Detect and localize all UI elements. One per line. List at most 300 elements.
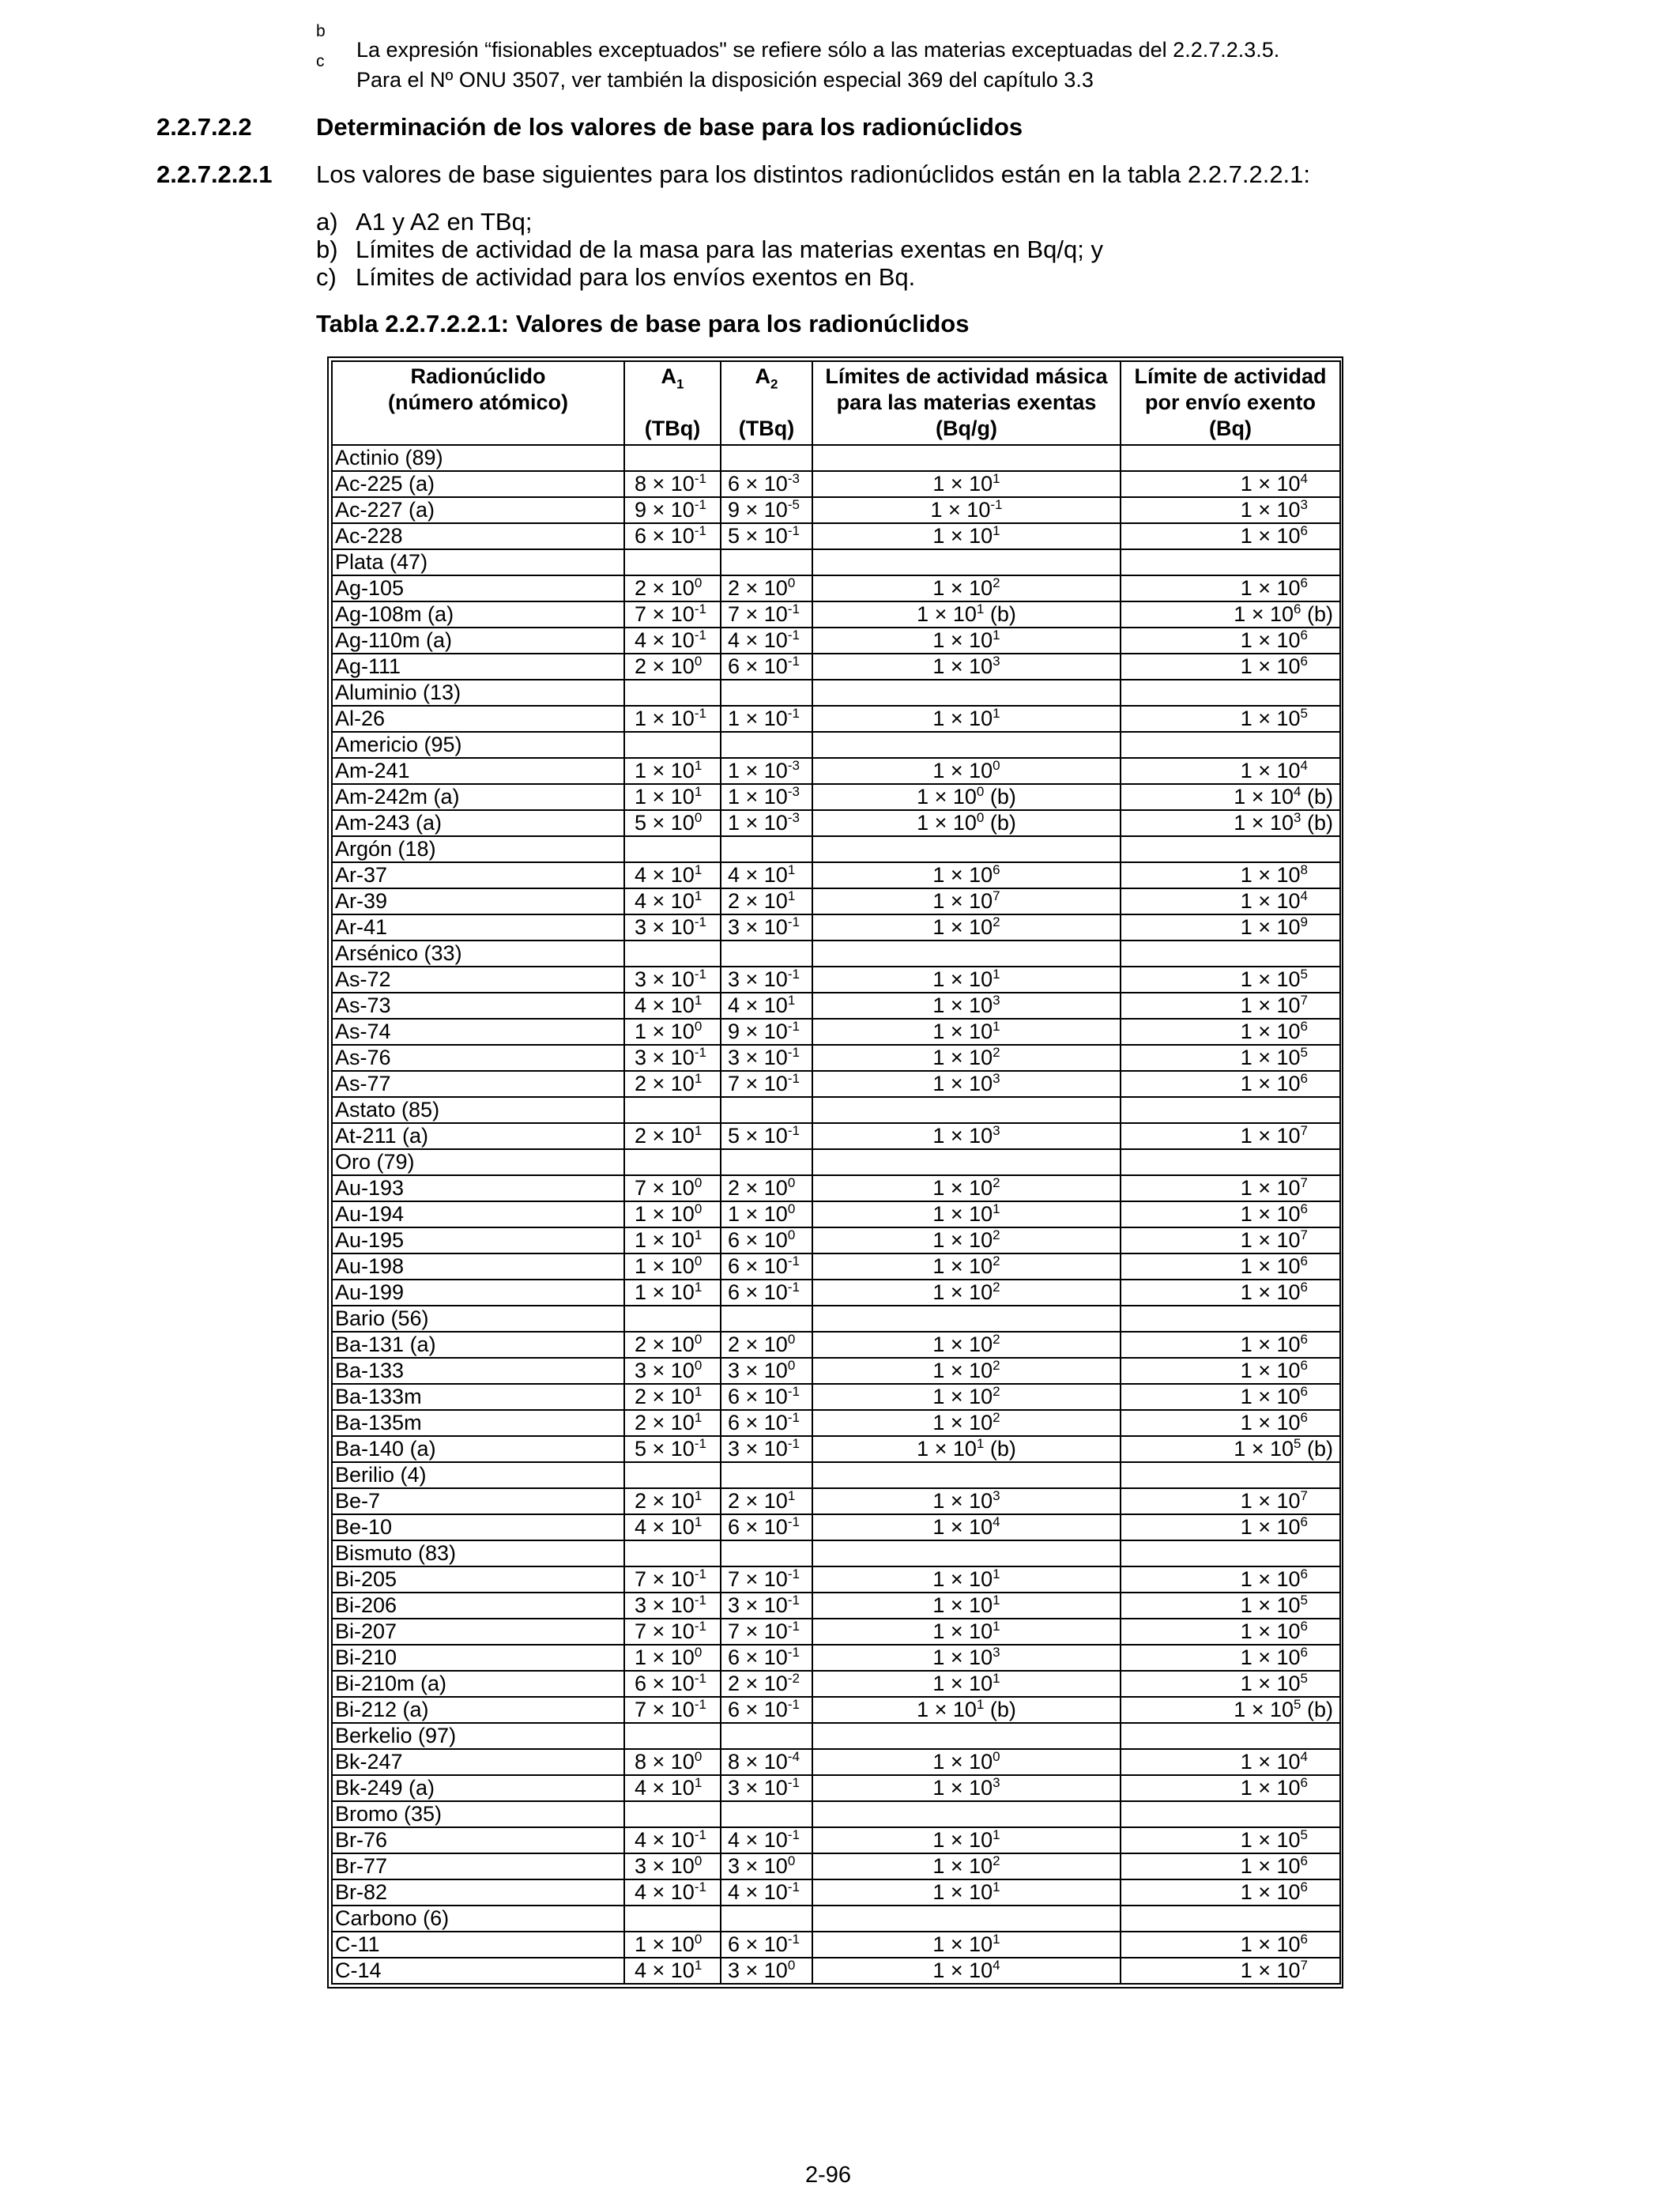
value-mantissa: 1 × 10	[635, 1646, 695, 1669]
value-mantissa: 4 × 10	[728, 1828, 788, 1852]
table-row	[332, 1123, 1340, 1149]
cell-consignment-limit	[1121, 758, 1340, 784]
value-exponent: 6	[1300, 523, 1308, 538]
value-exponent: 0	[694, 1853, 703, 1868]
cell-a1	[624, 1253, 721, 1280]
cell-a2	[721, 1201, 812, 1227]
cell-mass-limit	[812, 1384, 1121, 1410]
cell-a1	[624, 549, 721, 575]
value-exponent: 7	[1300, 993, 1308, 1008]
value-note: (b)	[1301, 602, 1333, 626]
value-exponent: 1	[787, 862, 796, 877]
value-mantissa: 1 × 10	[1240, 1515, 1301, 1539]
value-exponent: -1	[787, 628, 800, 643]
header-line: para las materias exentas	[836, 390, 1097, 414]
value-exponent: 2	[993, 1410, 1000, 1425]
value-note: (b)	[1301, 785, 1333, 809]
cell-a1	[624, 1227, 721, 1253]
table-row	[332, 914, 1340, 941]
value-exponent: -1	[694, 1045, 706, 1060]
cell-consignment-limit	[1121, 1932, 1340, 1958]
table-row	[332, 601, 1340, 628]
cell-mass-limit	[812, 1775, 1121, 1801]
value-exponent: 0	[694, 1253, 703, 1269]
cell-consignment-limit	[1121, 1749, 1340, 1775]
cell-mass-limit	[812, 1019, 1121, 1045]
cell-a1	[624, 575, 721, 601]
cell-mass-limit	[812, 497, 1121, 523]
value-exponent: 6	[1300, 1280, 1308, 1295]
cell-radionuclide: Plata (47)	[332, 549, 624, 575]
cell-a1	[624, 1645, 721, 1671]
cell-consignment-limit	[1121, 549, 1340, 575]
table-row	[332, 1410, 1340, 1436]
value-exponent: 1	[976, 1436, 985, 1451]
value-exponent: -1	[787, 1697, 800, 1712]
value-exponent: 2	[993, 914, 1000, 929]
value-exponent: -1	[787, 1645, 800, 1660]
cell-a1	[624, 1540, 721, 1566]
value-mantissa: 8 × 10	[635, 472, 695, 496]
value-exponent: 1	[694, 1227, 703, 1242]
value-mantissa: 3 × 10	[728, 915, 788, 939]
cell-a1	[624, 967, 721, 993]
cell-consignment-limit	[1121, 1149, 1340, 1175]
cell-a1	[624, 1879, 721, 1906]
value-exponent: 7	[1300, 1175, 1308, 1190]
section-number: 2.2.7.2.2	[156, 113, 252, 141]
table-row	[332, 1019, 1340, 1045]
cell-a2	[721, 810, 812, 836]
value-mantissa: 1 × 10	[932, 1176, 993, 1200]
value-exponent: 6	[1300, 1410, 1308, 1425]
value-exponent: 2	[993, 1384, 1000, 1399]
value-mantissa: 1 × 10	[635, 785, 695, 809]
cell-a2	[721, 1853, 812, 1879]
cell-consignment-limit	[1121, 1332, 1340, 1358]
cell-mass-limit	[812, 523, 1121, 549]
table-row	[332, 758, 1340, 784]
value-mantissa: 1 × 10	[932, 1046, 993, 1069]
value-mantissa: 1 × 10	[932, 1958, 993, 1982]
cell-radionuclide: Ag-108m (a)	[332, 601, 624, 628]
value-mantissa: 1 × 10	[1240, 1359, 1301, 1382]
cell-radionuclide: Oro (79)	[332, 1149, 624, 1175]
value-exponent: -1	[694, 1566, 706, 1581]
cell-a2	[721, 1488, 812, 1514]
cell-mass-limit	[812, 471, 1121, 497]
value-exponent: -1	[787, 1071, 800, 1086]
value-exponent: 1	[787, 1488, 796, 1503]
cell-a2	[721, 1775, 812, 1801]
value-mantissa: 2 × 10	[728, 1333, 788, 1356]
cell-a2	[721, 1697, 812, 1723]
cell-radionuclide: As-74	[332, 1019, 624, 1045]
cell-a1	[624, 1619, 721, 1645]
cell-a2	[721, 1827, 812, 1853]
value-exponent: -1	[787, 1566, 800, 1581]
value-exponent: 1	[694, 1514, 703, 1529]
value-mantissa: 3 × 10	[728, 1437, 788, 1461]
cell-radionuclide: C-14	[332, 1958, 624, 1984]
value-mantissa: 7 × 10	[635, 602, 695, 626]
cell-mass-limit	[812, 1175, 1121, 1201]
cell-mass-limit	[812, 1253, 1121, 1280]
value-mantissa: 1 × 10	[1240, 967, 1301, 991]
value-exponent: 3	[993, 654, 1000, 669]
value-exponent: 7	[1300, 1488, 1308, 1503]
cell-mass-limit	[812, 1879, 1121, 1906]
cell-a2	[721, 993, 812, 1019]
header-symbol: A	[755, 364, 771, 388]
cell-consignment-limit	[1121, 1227, 1340, 1253]
value-exponent: 0	[694, 575, 703, 590]
cell-mass-limit	[812, 862, 1121, 888]
table-row	[332, 523, 1340, 549]
cell-mass-limit	[812, 1645, 1121, 1671]
value-mantissa: 3 × 10	[728, 1854, 788, 1878]
value-exponent: -1	[694, 706, 706, 721]
value-mantissa: 7 × 10	[728, 1619, 788, 1643]
header-radionuclide	[332, 361, 624, 445]
value-exponent: 1	[993, 471, 1000, 486]
list-text: Límites de actividad de la masa para las materias exentas en Bq/q; y	[356, 236, 1103, 263]
cell-a1	[624, 914, 721, 941]
header-subscript: 1	[676, 376, 684, 392]
cell-mass-limit	[812, 1593, 1121, 1619]
cell-a1	[624, 784, 721, 810]
value-mantissa: 3 × 10	[635, 1593, 695, 1617]
value-mantissa: 7 × 10	[635, 1567, 695, 1591]
value-exponent: 1	[993, 1932, 1000, 1947]
value-mantissa: 1 × 10	[1240, 1567, 1301, 1591]
cell-mass-limit	[812, 1410, 1121, 1436]
value-mantissa: 9 × 10	[728, 498, 788, 522]
element-group-row	[332, 836, 1340, 862]
cell-consignment-limit	[1121, 1593, 1340, 1619]
value-exponent: 6	[1300, 1879, 1308, 1894]
value-exponent: -1	[787, 1045, 800, 1060]
value-mantissa: 1 × 10	[1240, 654, 1301, 678]
value-mantissa: 2 × 10	[728, 576, 788, 600]
value-exponent: 1	[694, 1488, 703, 1503]
value-exponent: 3	[993, 1123, 1000, 1138]
cell-a1	[624, 1175, 721, 1201]
cell-consignment-limit	[1121, 732, 1340, 758]
cell-a1	[624, 497, 721, 523]
value-mantissa: 3 × 10	[635, 1046, 695, 1069]
table-frame	[327, 356, 1343, 1989]
value-mantissa: 2 × 10	[728, 889, 788, 913]
value-mantissa: 1 × 10	[932, 1593, 993, 1617]
value-exponent: 2	[993, 575, 1000, 590]
cell-mass-limit	[812, 1827, 1121, 1853]
cell-consignment-limit	[1121, 497, 1340, 523]
value-mantissa: 1 × 10	[728, 759, 788, 782]
value-mantissa: 1 × 10	[1234, 785, 1294, 809]
value-mantissa: 1 × 10	[932, 889, 993, 913]
value-mantissa: 1 × 10	[932, 1619, 993, 1643]
value-mantissa: 7 × 10	[728, 1072, 788, 1095]
cell-radionuclide: Au-194	[332, 1201, 624, 1227]
cell-radionuclide: Ac-225 (a)	[332, 471, 624, 497]
table-row	[332, 1488, 1340, 1514]
value-mantissa: 1 × 10	[728, 811, 788, 835]
header-symbol: A	[661, 364, 677, 388]
value-exponent: 1	[787, 993, 796, 1008]
cell-a2	[721, 1175, 812, 1201]
value-exponent: -1	[694, 497, 706, 512]
value-exponent: 1	[993, 523, 1000, 538]
value-mantissa: 4 × 10	[635, 1515, 695, 1539]
cell-radionuclide: Americio (95)	[332, 732, 624, 758]
value-exponent: 4	[993, 1514, 1000, 1529]
list-item	[316, 236, 1103, 264]
cell-consignment-limit	[1121, 1280, 1340, 1306]
header-subscript: 2	[770, 376, 778, 392]
value-mantissa: 6 × 10	[728, 1280, 788, 1304]
cell-a2	[721, 680, 812, 706]
cell-consignment-limit	[1121, 1827, 1340, 1853]
cell-a1	[624, 1566, 721, 1593]
cell-a1	[624, 654, 721, 680]
cell-consignment-limit	[1121, 1097, 1340, 1123]
value-mantissa: 1 × 10	[1240, 1411, 1301, 1434]
value-exponent: 2	[993, 1227, 1000, 1242]
cell-a2	[721, 1879, 812, 1906]
cell-a2	[721, 1045, 812, 1071]
value-mantissa: 1 × 10	[635, 1202, 695, 1226]
cell-radionuclide: Am-241	[332, 758, 624, 784]
cell-a2	[721, 497, 812, 523]
table-header-row	[332, 361, 1340, 445]
cell-a2	[721, 1723, 812, 1749]
table-row	[332, 888, 1340, 914]
cell-consignment-limit	[1121, 967, 1340, 993]
element-group-row	[332, 549, 1340, 575]
cell-radionuclide: Am-242m (a)	[332, 784, 624, 810]
cell-radionuclide: Au-199	[332, 1280, 624, 1306]
cell-mass-limit	[812, 784, 1121, 810]
value-mantissa: 1 × 10	[1240, 889, 1301, 913]
cell-radionuclide: Ba-135m	[332, 1410, 624, 1436]
table-row	[332, 1071, 1340, 1097]
header-line: (Bq/g)	[936, 417, 997, 440]
cell-a1	[624, 732, 721, 758]
value-mantissa: 3 × 10	[728, 1046, 788, 1069]
value-exponent: 1	[694, 1123, 703, 1138]
cell-consignment-limit	[1121, 628, 1340, 654]
value-exponent: 0	[694, 1019, 703, 1034]
value-mantissa: 2 × 10	[635, 1333, 695, 1356]
value-exponent: 6	[1300, 1384, 1308, 1399]
cell-radionuclide: Br-77	[332, 1853, 624, 1879]
value-mantissa: 2 × 10	[635, 1072, 695, 1095]
table-row	[332, 654, 1340, 680]
table-row	[332, 1253, 1340, 1280]
value-mantissa: 1 × 10	[1240, 1593, 1301, 1617]
value-mantissa: 1 × 10	[930, 498, 991, 522]
cell-mass-limit	[812, 810, 1121, 836]
value-exponent: 6	[1300, 1253, 1308, 1269]
value-mantissa: 7 × 10	[728, 1567, 788, 1591]
section-title: Determinación de los valores de base para los radionúclidos	[316, 113, 1023, 141]
value-mantissa: 4 × 10	[728, 1880, 788, 1904]
value-exponent: 6	[1300, 1775, 1308, 1790]
value-mantissa: 8 × 10	[635, 1750, 695, 1774]
cell-radionuclide: Ar-39	[332, 888, 624, 914]
radionuclide-table	[331, 360, 1341, 1985]
value-exponent: 1	[993, 1827, 1000, 1842]
cell-radionuclide: Carbono (6)	[332, 1906, 624, 1932]
cell-a2	[721, 1566, 812, 1593]
value-exponent: -1	[787, 601, 800, 616]
value-exponent: -1	[787, 1384, 800, 1399]
value-mantissa: 6 × 10	[635, 524, 695, 548]
value-mantissa: 2 × 10	[635, 654, 695, 678]
value-mantissa: 2 × 10	[635, 1124, 695, 1148]
cell-a2	[721, 1593, 812, 1619]
cell-radionuclide: Bi-205	[332, 1566, 624, 1593]
cell-a1	[624, 471, 721, 497]
value-exponent: 6	[1300, 1332, 1308, 1347]
cell-consignment-limit	[1121, 888, 1340, 914]
cell-consignment-limit	[1121, 1723, 1340, 1749]
value-exponent: -1	[694, 471, 706, 486]
header-line	[723, 364, 810, 390]
cell-consignment-limit	[1121, 1071, 1340, 1097]
value-exponent: 1	[993, 1201, 1000, 1216]
cell-a2	[721, 914, 812, 941]
value-exponent: 7	[993, 888, 1000, 903]
header-a1	[624, 361, 721, 445]
value-note: (b)	[984, 1437, 1016, 1461]
cell-a2	[721, 1253, 812, 1280]
table-row	[332, 1358, 1340, 1384]
cell-radionuclide: As-76	[332, 1045, 624, 1071]
cell-mass-limit	[812, 1045, 1121, 1071]
value-exponent: 5	[1300, 967, 1308, 982]
cell-consignment-limit	[1121, 445, 1340, 471]
cell-a1	[624, 1723, 721, 1749]
table-row	[332, 1958, 1340, 1984]
cell-mass-limit	[812, 914, 1121, 941]
table-row	[332, 784, 1340, 810]
value-mantissa: 1 × 10	[932, 1385, 993, 1408]
value-mantissa: 1 × 10	[932, 1228, 993, 1252]
cell-a1	[624, 993, 721, 1019]
value-exponent: -1	[787, 1436, 800, 1451]
value-mantissa: 1 × 10	[932, 1254, 993, 1278]
value-mantissa: 1 × 10	[1234, 1698, 1294, 1721]
value-exponent: -1	[787, 1619, 800, 1634]
value-mantissa: 6 × 10	[728, 1932, 788, 1956]
value-exponent: -1	[694, 601, 706, 616]
cell-a1	[624, 445, 721, 471]
cell-mass-limit	[812, 1201, 1121, 1227]
value-mantissa: 4 × 10	[728, 628, 788, 652]
value-mantissa: 1 × 10	[932, 993, 993, 1017]
value-exponent: 1	[694, 1958, 703, 1973]
value-exponent: -1	[694, 628, 706, 643]
value-exponent: 3	[993, 1645, 1000, 1660]
value-mantissa: 1 × 10	[1240, 1619, 1301, 1643]
cell-a2	[721, 549, 812, 575]
value-note: (b)	[1301, 811, 1333, 835]
value-exponent: -1	[694, 523, 706, 538]
value-exponent: 1	[694, 862, 703, 877]
cell-radionuclide: Au-193	[332, 1175, 624, 1201]
value-mantissa: 1 × 10	[932, 472, 993, 496]
cell-a2	[721, 1410, 812, 1436]
value-exponent: -3	[787, 758, 800, 773]
value-mantissa: 1 × 10	[635, 1280, 695, 1304]
value-exponent: 1	[694, 1384, 703, 1399]
cell-a1	[624, 1775, 721, 1801]
value-mantissa: 4 × 10	[635, 1958, 695, 1982]
value-exponent: 0	[694, 1749, 703, 1764]
cell-a2	[721, 445, 812, 471]
cell-a1	[624, 680, 721, 706]
cell-radionuclide: Au-198	[332, 1253, 624, 1280]
cell-a2	[721, 862, 812, 888]
value-exponent: 7	[1300, 1123, 1308, 1138]
cell-radionuclide: Ar-37	[332, 862, 624, 888]
value-note: (b)	[1301, 1437, 1333, 1461]
value-exponent: 1	[993, 1019, 1000, 1034]
cell-consignment-limit	[1121, 1175, 1340, 1201]
cell-consignment-limit	[1121, 1801, 1340, 1827]
value-mantissa: 1 × 10	[917, 602, 977, 626]
value-exponent: 0	[993, 758, 1000, 773]
value-mantissa: 3 × 10	[728, 1593, 788, 1617]
header-line: Radionúclido	[410, 364, 546, 388]
cell-a1	[624, 628, 721, 654]
cell-consignment-limit	[1121, 654, 1340, 680]
cell-radionuclide: Ac-228	[332, 523, 624, 549]
value-mantissa: 1 × 10	[917, 1437, 977, 1461]
value-exponent: -1	[694, 1879, 706, 1894]
value-mantissa: 6 × 10	[728, 1515, 788, 1539]
value-mantissa: 3 × 10	[635, 967, 695, 991]
value-exponent: 1	[694, 784, 703, 799]
table-row	[332, 1566, 1340, 1593]
value-exponent: 0	[787, 1332, 796, 1347]
cell-radionuclide: Ba-131 (a)	[332, 1332, 624, 1358]
list-text: A1 y A2 en TBq;	[356, 208, 533, 236]
cell-radionuclide: Bi-210	[332, 1645, 624, 1671]
value-mantissa: 3 × 10	[635, 915, 695, 939]
value-exponent: 6	[1300, 1645, 1308, 1660]
value-mantissa: 5 × 10	[728, 524, 788, 548]
footnote-text: Para el Nº ONU 3507, ver también la disposición especial 369 del capítulo 3.3	[356, 68, 1094, 92]
cell-mass-limit	[812, 1801, 1121, 1827]
cell-consignment-limit	[1121, 993, 1340, 1019]
value-mantissa: 3 × 10	[635, 1359, 695, 1382]
value-exponent: -1	[787, 1514, 800, 1529]
value-mantissa: 1 × 10	[635, 707, 695, 730]
value-mantissa: 1 × 10	[1240, 1880, 1301, 1904]
cell-consignment-limit	[1121, 1045, 1340, 1071]
cell-mass-limit	[812, 1853, 1121, 1879]
value-mantissa: 1 × 10	[1240, 576, 1301, 600]
value-mantissa: 1 × 10	[635, 1254, 695, 1278]
cell-radionuclide: Ag-111	[332, 654, 624, 680]
value-mantissa: 1 × 10	[932, 1880, 993, 1904]
value-exponent: -1	[787, 1123, 800, 1138]
value-mantissa: 1 × 10	[1240, 863, 1301, 887]
value-mantissa: 1 × 10	[1240, 524, 1301, 548]
